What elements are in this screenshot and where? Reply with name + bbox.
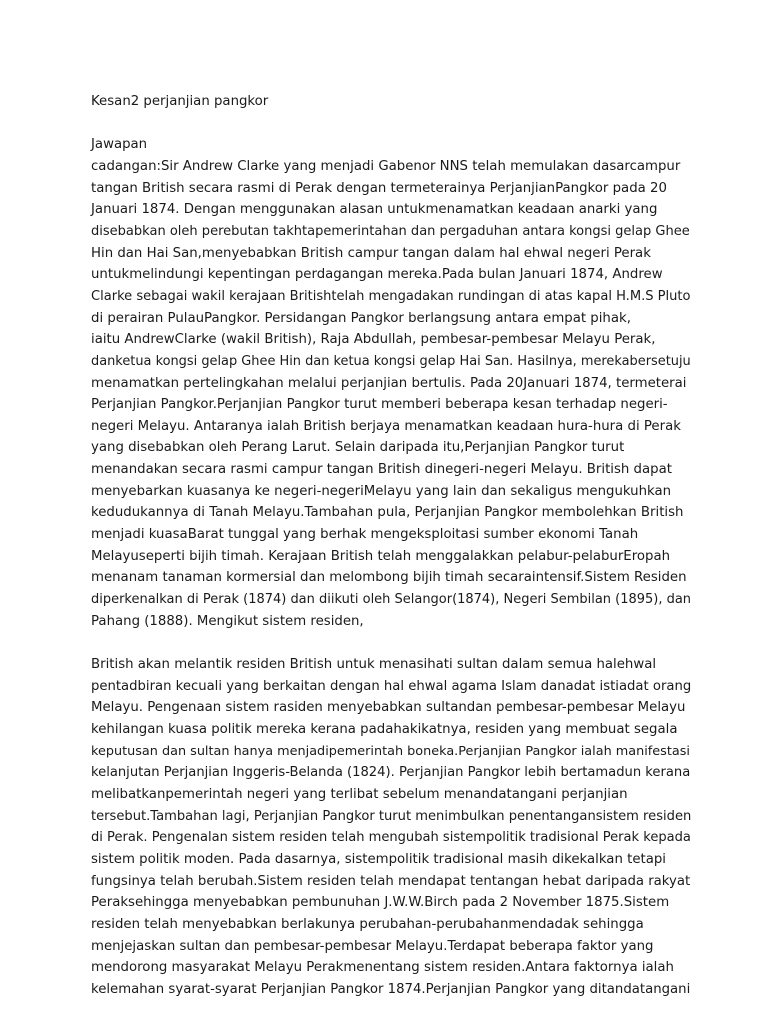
text-line: cadangan:Sir Andrew Clarke yang menjadi Gabenor NNS telah memulakan dasarcampur [91, 158, 681, 174]
text-line: Januari 1874. Dengan menggunakan alasan untukmenamatkan keadaan anarki yang [91, 202, 658, 218]
text-line: danketua kongsi gelap Ghee Hin dan ketua kongsi gelap Hai San. Hasilnya, merekabersetuju [91, 353, 691, 369]
text-line: Perjanjian Pangkor.Perjanjian Pangkor turut memberi beberapa kesan terhadap negeri- [91, 397, 668, 413]
text-line: Melayuseperti bijih timah. Kerajaan British telah menggalakkan pelabur-pelaburEropah [91, 548, 671, 564]
text-line: menyebarkan kuasanya ke negeri-negeriMelayu yang lain dan sekaligus mengukuhkan [91, 483, 672, 499]
text-line: disebabkan oleh perebutan takhtapemerintahan dan pergaduhan antara kongsi gelap Ghee [91, 223, 690, 239]
text-line: negeri Melayu. Antaranya ialah British berjaya menamatkan keadaan hura-hura di Perak [91, 418, 681, 434]
text-line: di Perak. Pengenalan sistem residen telah mengubah sistempolitik tradisional Perak kepada [91, 830, 691, 846]
paragraph-2 [91, 654, 691, 1001]
text-line: residen telah menyebabkan berlakunya perubahan-perubahanmendadak sehingga [91, 916, 644, 932]
paragraph-1 [91, 156, 691, 632]
text-line: menanam tanaman kormersial dan melombong bijih timah secaraintensif.Sistem Residen [91, 570, 687, 586]
text-line: yang disebabkan oleh Perang Larut. Selain daripada itu,Perjanjian Pangkor turut [91, 440, 625, 456]
text-line: diperkenalkan di Perak (1874) dan diikuti oleh Selangor(1874), Negeri Sembilan (1895), dan [91, 592, 692, 608]
spacer [91, 113, 691, 135]
text-line: mendorong masyarakat Melayu Perakmenentang sistem residen.Antara faktornya ialah [91, 960, 674, 976]
document-body [91, 91, 691, 1001]
text-line: di perairan PulauPangkor. Persidangan Pangkor berlangsung antara empat pihak, [91, 310, 631, 326]
text-line: menamatkan pertelingkahan melalui perjanjian bertulis. Pada 20Januari 1874, termeterai [91, 375, 687, 391]
text-line: Melayu. Pengenaan sistem rasiden menyebabkan sultandan pembesar-pembesar Melayu [91, 700, 686, 716]
text-line: untukmelindungi kepentingan perdagangan mereka.Pada bulan Januari 1874, Andrew [91, 267, 663, 283]
text-line: kehilangan kuasa politik mereka kerana padahakikatnya, residen yang membuat segala [91, 722, 678, 737]
text-line: Hin dan Hai San,menyebabkan British campur tangan dalam hal ehwal negeri Perak [91, 245, 651, 261]
answer-label: Jawapan [91, 137, 148, 153]
text-line: fungsinya telah berubah.Sistem residen telah mendapat tentangan hebat daripada rakyat [91, 873, 691, 889]
text-line: kedudukannya di Tanah Melayu.Tambahan pula, Perjanjian Pangkor membolehkan British [91, 505, 684, 521]
text-line: keputusan dan sultan hanya menjadipemerintah boneka.Perjanjian Pangkor ialah manifestasi [91, 743, 690, 759]
text-line: menjadi kuasaBarat tunggal yang berhak mengeksploitasi sumber ekonomi Tanah [91, 527, 639, 543]
text-line: Clarke sebagai wakil kerajaan Britishtelah mengadakan rundingan di atas kapal H.M.S Pluto [91, 288, 691, 304]
text-line: kelemahan syarat-syarat Perjanjian Pangkor 1874.Perjanjian Pangkor yang ditandatangani [91, 981, 691, 997]
text-line: iaitu AndrewClarke (wakil British), Raja Abdullah, pembesar-pembesar Melayu Perak, [91, 332, 656, 348]
document-title: Kesan2 perjanjian pangkor [91, 94, 269, 109]
text-line: menjejaskan sultan dan pembesar-pembesar Melayu.Terdapat beberapa faktor yang [91, 938, 654, 954]
text-line: pentadbiran kecuali yang berkaitan dengan hal ehwal agama Islam danadat istiadat orang [91, 678, 692, 694]
text-line: Pahang (1888). Mengikut sistem residen, [91, 613, 364, 629]
text-line: kelanjutan Perjanjian Inggeris-Belanda (1824). Perjanjian Pangkor lebih bertamadun kerana [91, 765, 691, 781]
spacer [91, 632, 691, 654]
text-line: tersebut.Tambahan lagi, Perjanjian Pangkor turut menimbulkan penentangansistem residen [91, 808, 692, 824]
text-line: British akan melantik residen British untuk menasihati sultan dalam semua halehwal [91, 657, 657, 673]
text-line: melibatkanpemerintah negeri yang terlibat sebelum menandatangani perjanjian [91, 786, 628, 802]
text-line: sistem politik moden. Pada dasarnya, sistempolitik tradisional masih dikekalkan tetapi [91, 851, 666, 867]
text-line: Peraksehingga menyebabkan pembunuhan J.W.W.Birch pada 2 November 1875.Sistem [91, 895, 670, 911]
text-line: menandakan secara rasmi campur tangan British dinegeri-negeri Melayu. British dapat [91, 462, 672, 478]
text-line: tangan British secara rasmi di Perak dengan termeterainya PerjanjianPangkor pada 20 [91, 180, 667, 196]
